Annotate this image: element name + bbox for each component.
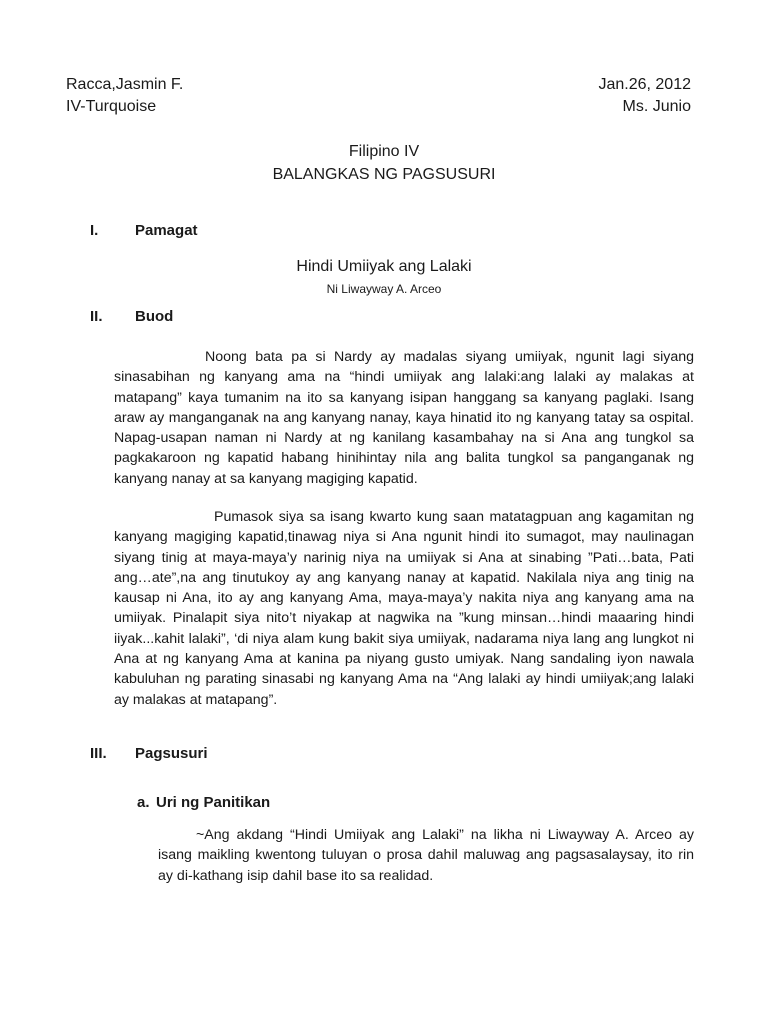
section-label: Pagsusuri (135, 745, 208, 762)
section-buod (90, 308, 173, 325)
section-pamagat (90, 222, 198, 239)
student-section: IV-Turquoise (66, 98, 157, 115)
document-title (0, 140, 768, 186)
header-left (66, 74, 183, 118)
buod-paragraph-1: Noong bata pa si Nardy ay madalas siyang umiiyak, ngunit lagi siyang sinasabihan ng kanyang ama na “hindi umiiyak ang lalaki:ang lalaki ay malakas at matapang” kaya tumanim na ito sa kanyang isipan hanggang sa kanyang paglaki. Isang araw ay manganganak na ang kanyang nanay, kaya hinatid ito ng kanyang tatay sa ospital. Napag-usapan naman ni Nardy at ng kanilang kasambahay na si Ana ang tungkol sa pagkakaroon ng kapatid habang hinihintay nila ang balita tungkol sa panganganak ng kanyang nanay at sa kanyang magiging kapatid. (114, 349, 694, 487)
section-number: III. (90, 745, 107, 762)
teacher-name: Ms. Junio (622, 98, 691, 115)
section-number: II. (90, 308, 103, 325)
buod-paragraph-2: Pumasok siya sa isang kwarto kung saan matatagpuan ang kagamitan ng kanyang magiging kapatid,tinawag niya si Ana ngunit hindi ito sumagot, may naulinagan siyang tinig at maya-maya’y narinig niya na umiiyak si Ana at sinabing ”Pati…bata, Pati ang…ate”,na ang tinutukoy ay ang kanyang nanay at kapatid. Nakilala niya ang tinig na kausap ni Ana, ito ay ang kanyang Ama, maya-maya’y nakita niya ang kanyang ama na umiiyak. Pinalapit siya nito’t niyakap at nagwika na ”kung minsan…hindi maaaring hindi iiyak...kahit lalaki”, ‘di niya alam kung bakit siya umiiyak, nadarama niya lang ang lungkot ni Ana at ng kanyang Ama at kanina pa niyang gusto umiyak. Nang sandaling iyon nawala kabuluhan ng parating sinasabi ng kanyang Ama na “Ang lalaki ay hindi umiiyak;ang lalaki ay malakas at matapang”. (114, 509, 694, 708)
section-label: Pamagat (135, 222, 198, 239)
section-number: I. (90, 222, 99, 239)
subsection-letter: a. (137, 794, 150, 811)
subsection-uri-ng-panitikan (137, 794, 270, 811)
header-right (598, 74, 691, 118)
section-pagsusuri (90, 745, 208, 762)
pagsusuri-paragraph-1: ~Ang akdang “Hindi Umiiyak ang Lalaki” na likha ni Liwayway A. Arceo ay isang maikling kwentong tuluyan o prosa dahil maluwag ang pagsasalaysay, ito rin ay di-kathang isip dahil base ito sa realidad. (158, 827, 694, 884)
subsection-label: Uri ng Panitikan (156, 794, 271, 811)
section-label: Buod (135, 308, 174, 325)
student-name: Racca,Jasmin F. (66, 76, 184, 93)
main-heading: BALANGKAS NG PAGSUSURI (272, 166, 496, 183)
subject-title: Filipino IV (348, 143, 420, 160)
document-date: Jan.26, 2012 (598, 76, 691, 93)
story-author: Ni Liwayway A. Arceo (326, 282, 442, 296)
story-title: Hindi Umiiyak ang Lalaki (296, 258, 472, 275)
